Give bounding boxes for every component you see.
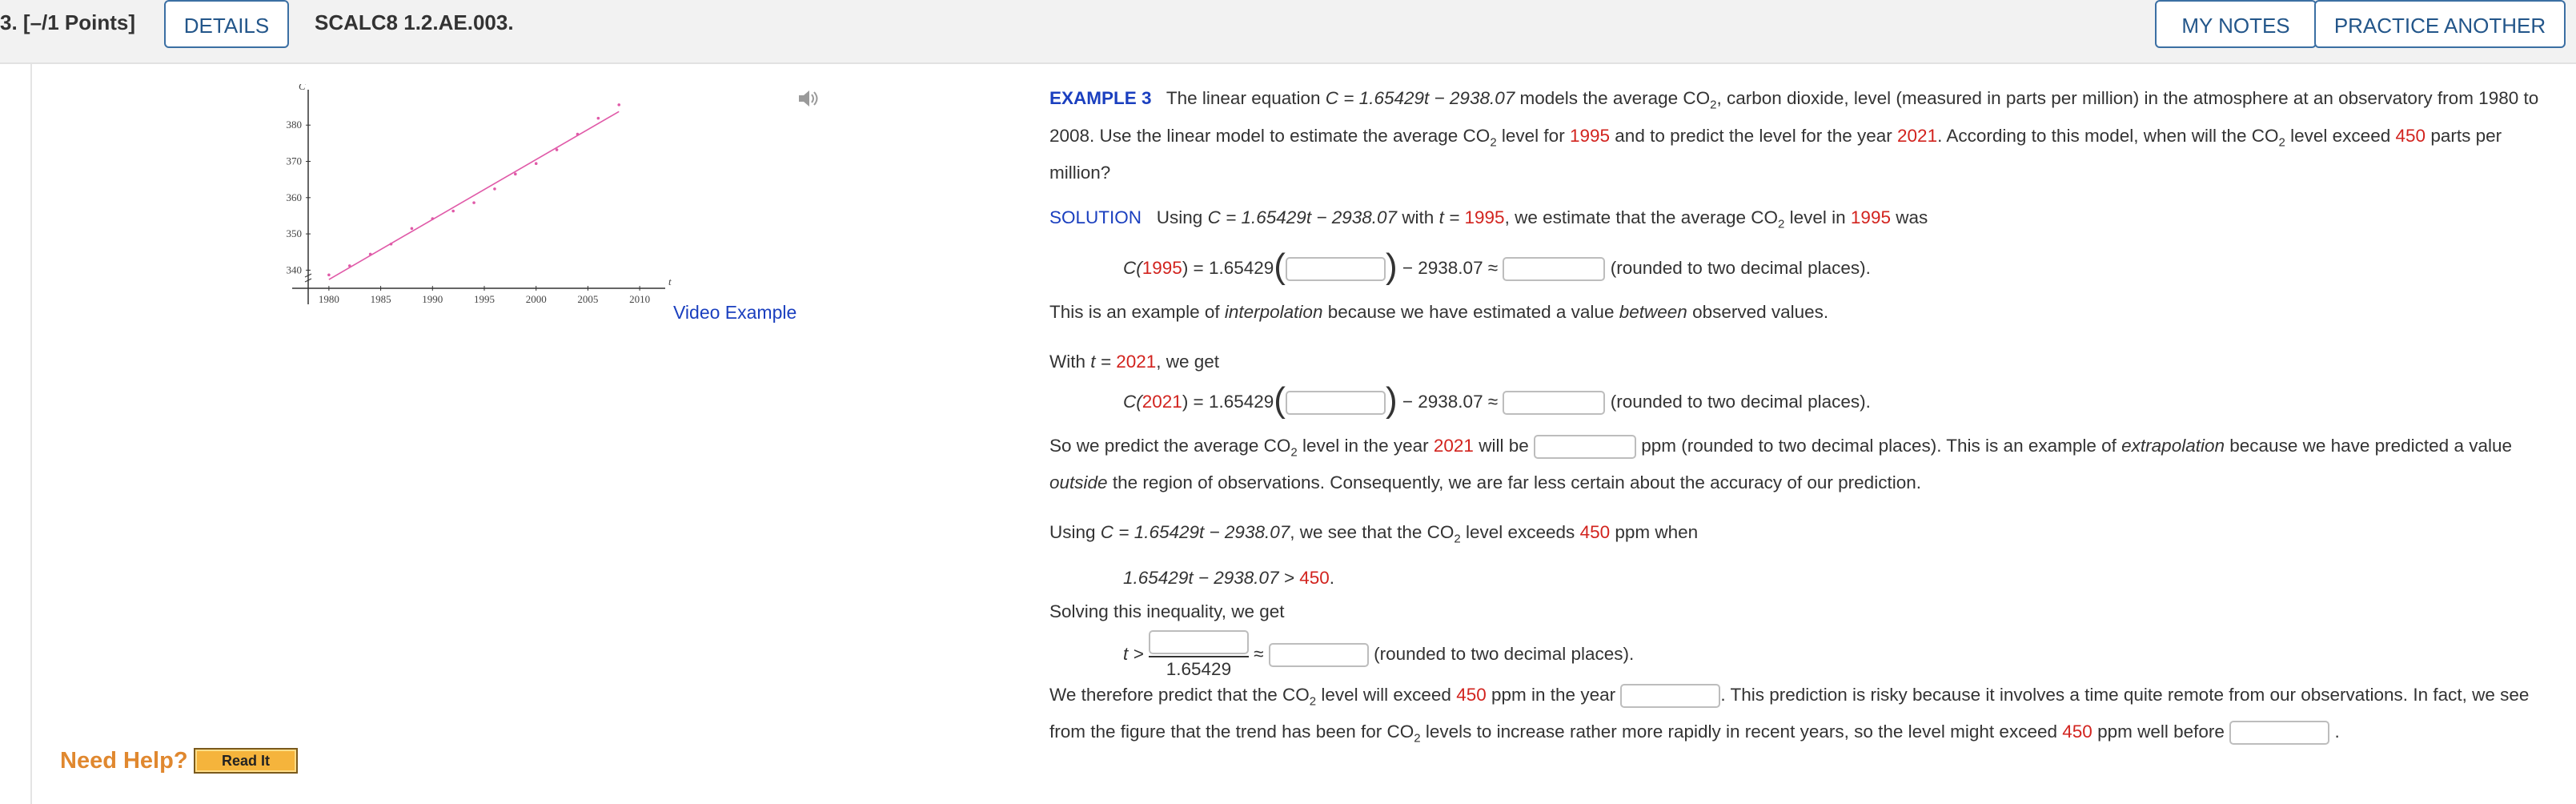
subscript: 2 (1710, 98, 1717, 112)
text: levels to increase rather more rapidly in recent years, so the level might exceed (1420, 722, 2057, 742)
data-point (431, 217, 434, 220)
y-tick-label: 370 (286, 155, 302, 167)
text: level exceeds (1460, 522, 1575, 543)
subscript: 2 (2278, 135, 2285, 149)
x-tick-label: 2000 (525, 293, 547, 305)
answer-input-predicted-level[interactable] (1534, 435, 1636, 459)
text: . (1329, 567, 1335, 588)
denominator: 1.65429 (1166, 658, 1232, 679)
text: With (1049, 351, 1085, 372)
text: C( (1123, 391, 1142, 412)
text: level for (1496, 125, 1565, 146)
read-it-button[interactable]: Read It (194, 748, 298, 774)
text: ppm in the year (1491, 684, 1616, 705)
question-points: 3. [–/1 Points] (0, 10, 136, 34)
level-450: 450 (2062, 722, 2092, 742)
with-t-2021 (1049, 347, 2546, 377)
text: Using (1156, 207, 1203, 227)
y-tick-label: 350 (286, 227, 302, 240)
problem-content (1049, 83, 2546, 754)
subscript: 2 (1490, 135, 1497, 149)
text: , we see that the CO (1290, 522, 1455, 543)
answer-input-t-value[interactable] (1269, 643, 1369, 667)
text: because we have estimated a value (1327, 301, 1615, 322)
data-point (493, 187, 496, 191)
year-2021: 2021 (1142, 391, 1182, 412)
text: extrapolation (2121, 435, 2225, 456)
data-point (390, 243, 393, 246)
x-tick-label: 1995 (474, 293, 495, 305)
example-label: EXAMPLE 3 (1049, 88, 1152, 108)
year-1995: 1995 (1850, 207, 1891, 227)
subscript: 2 (1778, 217, 1785, 231)
x-tick-label: 2005 (577, 293, 599, 305)
x-tick-label: 2010 (629, 293, 651, 305)
answer-input-c-2021[interactable] (1503, 391, 1605, 415)
text: ≈ (1254, 643, 1264, 664)
year-1995: 1995 (1464, 207, 1505, 227)
text: , we estimate that the average CO (1504, 207, 1779, 227)
text: was (1896, 207, 1928, 227)
text: ppm when (1615, 522, 1699, 543)
x-tick-label: 1985 (370, 293, 391, 305)
my-notes-button[interactable]: MY NOTES (2155, 0, 2317, 48)
text: level exceed (2285, 125, 2391, 146)
x-tick-label: 1990 (422, 293, 443, 305)
example-intro (1049, 83, 2546, 188)
data-point (348, 264, 351, 267)
text: − 2938.07 ≈ (1402, 391, 1499, 412)
y-tick-label: 360 (286, 191, 302, 203)
year-1995: 1995 (1142, 257, 1182, 278)
conclusion-paragraph (1049, 680, 2546, 754)
subscript: 2 (1309, 694, 1317, 709)
level-450: 450 (2395, 125, 2426, 146)
fraction (1149, 630, 1249, 680)
year-2021: 2021 (1116, 351, 1157, 372)
text: ppm well before (2097, 722, 2225, 742)
rounding-note: (rounded to two decimal places). (1610, 391, 1871, 412)
y-axis-label: C (299, 84, 306, 92)
text: parts per million? (1049, 125, 2502, 183)
c2021-equation: C(2021) = 1.65429( ) − 2938.07 ≈ (rounded to two decimal places). (1123, 380, 1871, 420)
text: . This prediction is risky because it involves a time quite remote from our observations. In fact, we see from the figure that the trend has been for CO (1049, 684, 2530, 742)
year-1995: 1995 (1569, 125, 1611, 146)
year-2021: 2021 (1433, 435, 1474, 456)
y-tick-label: 380 (286, 119, 302, 131)
fraction-line (1049, 630, 2546, 680)
data-point (327, 273, 331, 276)
data-point (617, 103, 620, 107)
x-tick-label: 1980 (318, 293, 339, 305)
answer-input-earlier-year[interactable] (2229, 721, 2329, 745)
inequality (1049, 563, 2546, 593)
text: The linear equation (1166, 88, 1321, 108)
video-example-link[interactable]: Video Example (673, 302, 797, 323)
answer-input-year[interactable] (1620, 684, 1720, 708)
text: because we have predicted a value (2229, 435, 2513, 456)
text: level in the year (1297, 435, 1429, 456)
equation: C = 1.65429t − 2938.07 (1100, 522, 1290, 543)
year-2021: 2021 (1897, 125, 1938, 146)
level-450: 450 (1579, 522, 1611, 543)
equation: C = 1.65429t − 2938.07 (1207, 207, 1398, 227)
data-point (535, 162, 538, 165)
data-point (514, 173, 517, 176)
rounding-note: (rounded to two decimal places). (1374, 643, 1635, 664)
text: between (1619, 301, 1687, 322)
text: ) = 1.65429 (1182, 391, 1274, 412)
question-header (0, 0, 2576, 64)
answer-input-c-1995[interactable] (1503, 257, 1605, 281)
details-button[interactable]: DETAILS (164, 0, 289, 48)
co2-scatter-plot (260, 84, 676, 324)
text: level in (1784, 207, 1846, 227)
solution-line (1049, 203, 2546, 240)
text: outside (1049, 472, 1108, 493)
text: t > (1123, 643, 1144, 664)
subscript: 2 (1414, 731, 1421, 746)
data-point (472, 201, 475, 204)
text: C( (1123, 257, 1142, 278)
text: observed values. (1692, 301, 1829, 322)
text: level will exceed (1316, 684, 1451, 705)
data-point (556, 148, 559, 151)
interpolation-note (1049, 297, 2546, 328)
text: . (2334, 722, 2340, 742)
level-450: 450 (1456, 684, 1487, 705)
question-code: SCALC8 1.2.AE.003. (315, 10, 514, 34)
text: So we predict the average CO (1049, 435, 1291, 456)
answer-input-t-2021[interactable] (1286, 391, 1386, 415)
text: ) = 1.65429 (1182, 257, 1274, 278)
text: − 2938.07 ≈ (1402, 257, 1499, 278)
rounding-note: (rounded to two decimal places). (1610, 257, 1871, 278)
practice-another-button[interactable]: PRACTICE ANOTHER (2314, 0, 2566, 48)
speaker-icon[interactable] (796, 86, 821, 111)
text: ppm (rounded to two decimal places). This is an example of (1641, 435, 2117, 456)
subscript: 2 (1290, 445, 1298, 460)
answer-input-t-1995[interactable] (1286, 257, 1386, 281)
t-equals: t = (1438, 207, 1460, 227)
text: This is an example of (1049, 301, 1220, 322)
data-point (451, 210, 455, 213)
y-tick-label: 340 (286, 263, 302, 276)
text: , we get (1156, 351, 1220, 372)
exceed-line (1049, 517, 2546, 555)
text: . According to this model, when will the CO (1937, 125, 2279, 146)
fit-line (329, 111, 619, 279)
text: Using (1049, 522, 1096, 543)
need-help-label: Need Help? (60, 748, 188, 774)
data-point (369, 253, 372, 256)
text: and to predict the level for the year (1615, 125, 1892, 146)
x-axis-label: t (668, 275, 672, 287)
prediction-paragraph (1049, 431, 2546, 499)
text: interpolation (1224, 301, 1323, 322)
text: the region of observations. Consequently, we are far less certain about the accuracy of our prediction. (1112, 472, 1921, 493)
text: models the average CO (1519, 88, 1711, 108)
text: with (1402, 207, 1434, 227)
left-border (30, 64, 32, 804)
c1995-equation: C(1995) = 1.65429( ) − 2938.07 ≈ (rounded to two decimal places). (1123, 246, 1871, 286)
solution-label: SOLUTION (1049, 207, 1142, 227)
equation: C = 1.65429t − 2938.07 (1325, 88, 1515, 108)
level-450: 450 (1299, 567, 1330, 588)
solving-line: Solving this inequality, we get (1049, 601, 1285, 621)
data-point (411, 227, 414, 230)
text: 1.65429t − 2938.07 > (1123, 567, 1294, 588)
t-equals: t = (1090, 351, 1111, 372)
subscript: 2 (1454, 532, 1461, 546)
text: , carbon dioxide, level (measured in parts per million) in the atmosphere at an observatory from 1980 to 2008. Use the linear model to estimate the average CO (1049, 88, 2539, 146)
data-point (597, 117, 600, 120)
text: We therefore predict that the CO (1049, 684, 1310, 705)
text: will be (1479, 435, 1529, 456)
data-point (576, 133, 580, 136)
answer-input-numerator[interactable] (1149, 630, 1249, 654)
